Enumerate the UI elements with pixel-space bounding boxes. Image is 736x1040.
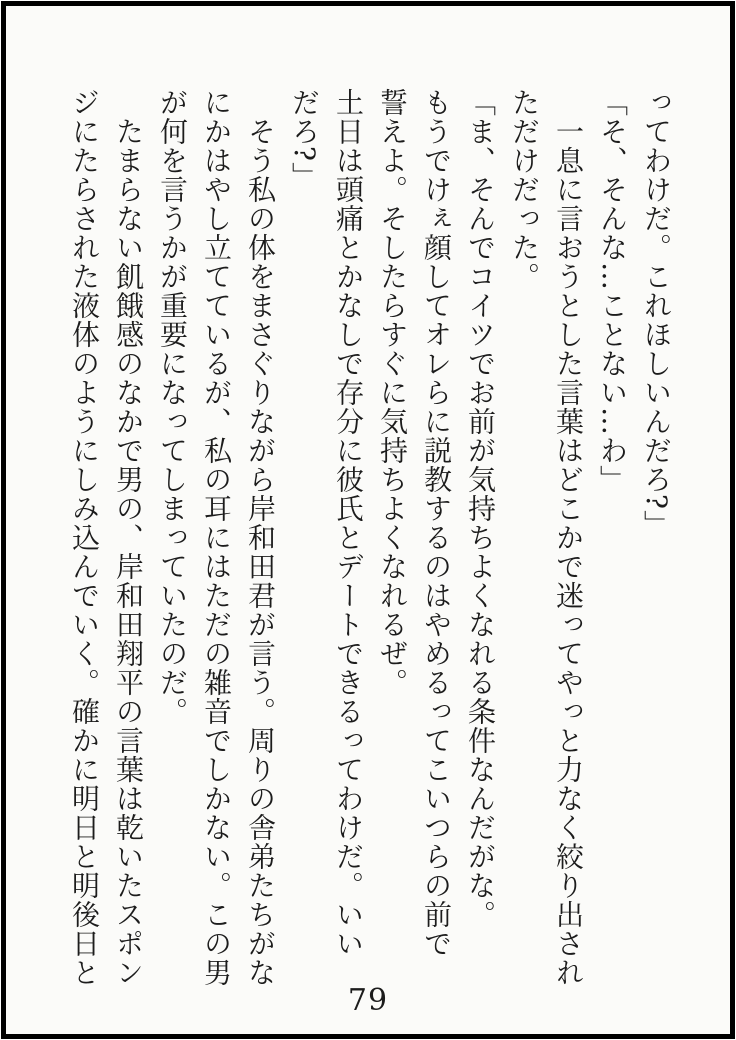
text-line: ジにたらされた液体のようにしみ込んでいく。確かに明日と明後日と [68, 88, 101, 987]
text-line: 「そ、そんな…ことない…わ」 [596, 88, 629, 494]
text-line: にかはやし立てているが、私の耳にはただの雑音でしかない。この男 [200, 88, 233, 987]
text-line: 誓えよ。そしたらすぐに気持ちよくなれるぜ。 [376, 88, 409, 697]
text-line: ただけだった。 [508, 88, 541, 291]
text-line: 「ま、そんでコイツでお前が気持ちよくなれる条件なんだがな。 [464, 88, 497, 929]
page-number: 79 [347, 983, 389, 1018]
text-line: 一息に言おうとした言葉はどこかで迷ってやっと力なく絞り出され [552, 117, 585, 987]
text-body [58, 88, 678, 998]
novel-page [1, 1, 735, 1039]
text-line: が何を言うかが重要になってしまっていたのだ。 [156, 88, 189, 726]
text-line: そう私の体をまさぐりながら岸和田君が言う。周りの舎弟たちがな [244, 117, 277, 987]
text-line: だろ?」 [288, 88, 321, 192]
text-line: ってわけだ。これほしいんだろ?」 [640, 88, 673, 540]
text-line: たまらない飢餓感のなかで男の、岸和田翔平の言葉は乾いたスポン [112, 117, 145, 987]
text-line: 土日は頭痛とかなしで存分に彼氏とデートできるってわけだ。いい [332, 88, 365, 958]
text-line: もうでけぇ顔してオレらに説教するのはやめるってこいつらの前で [420, 88, 453, 958]
